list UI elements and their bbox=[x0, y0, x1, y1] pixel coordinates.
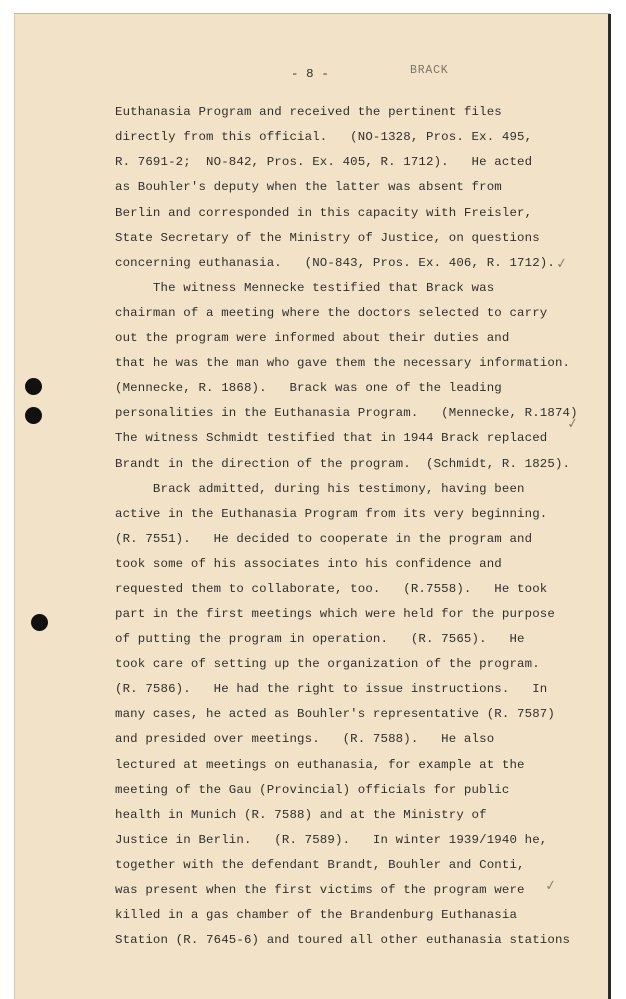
text-line: meeting of the Gau (Provincial) officials for public bbox=[115, 783, 510, 797]
text-line: as Bouhler's deputy when the latter was absent from bbox=[115, 180, 502, 194]
text-line: that he was the man who gave them the necessary information. bbox=[115, 356, 571, 370]
checkmark-icon: ✓ bbox=[543, 877, 558, 895]
text-line: concerning euthanasia. (NO-843, Pros. Ex. 406, R. 1712). bbox=[115, 256, 555, 270]
text-line: of putting the program in operation. (R. 7565). He bbox=[115, 632, 525, 646]
page-right-edge bbox=[608, 14, 611, 999]
checkmark-icon: ✓ bbox=[554, 255, 569, 273]
text-line: together with the defendant Brandt, Bouhler and Conti, bbox=[115, 858, 525, 872]
text-line: active in the Euthanasia Program from its very beginning. bbox=[115, 507, 548, 521]
defendant-header: BRACK bbox=[410, 64, 449, 77]
text-line: State Secretary of the Ministry of Justice, on questions bbox=[115, 231, 540, 245]
text-line: took some of his associates into his confidence and bbox=[115, 557, 502, 571]
text-line: (R. 7586). He had the right to issue instructions. In bbox=[115, 682, 548, 696]
text-line: many cases, he acted as Bouhler's representative (R. 7587) bbox=[115, 707, 555, 721]
punch-hole-icon bbox=[25, 378, 42, 395]
text-line: was present when the first victims of the program were bbox=[115, 883, 525, 897]
page-number: - 8 - bbox=[291, 67, 329, 81]
text-line: Brandt in the direction of the program. (Schmidt, R. 1825). bbox=[115, 457, 571, 471]
punch-hole-icon bbox=[31, 614, 48, 631]
text-line: chairman of a meeting where the doctors selected to carry bbox=[115, 306, 548, 320]
text-line: Brack admitted, during his testimony, having been bbox=[115, 482, 525, 496]
punch-hole-icon bbox=[25, 407, 42, 424]
checkmark-icon: ✓ bbox=[565, 415, 580, 433]
text-line: health in Munich (R. 7588) and at the Ministry of bbox=[115, 808, 487, 822]
text-line: Berlin and corresponded in this capacity with Freisler, bbox=[115, 206, 533, 220]
text-line: personalities in the Euthanasia Program. (Mennecke, R.1874) bbox=[115, 406, 578, 420]
page-top-edge bbox=[14, 13, 610, 14]
text-line: The witness Mennecke testified that Brack was bbox=[115, 281, 495, 295]
text-line: R. 7691-2; NO-842, Pros. Ex. 405, R. 1712). He acted bbox=[115, 155, 533, 169]
text-line: (R. 7551). He decided to cooperate in the program and bbox=[115, 532, 533, 546]
text-line: part in the first meetings which were held for the purpose bbox=[115, 607, 555, 621]
text-line: (Mennecke, R. 1868). Brack was one of the leading bbox=[115, 381, 502, 395]
text-line: Euthanasia Program and received the pertinent files bbox=[115, 105, 502, 119]
text-line: requested them to collaborate, too. (R.7558). He took bbox=[115, 582, 548, 596]
text-line: killed in a gas chamber of the Brandenburg Euthanasia bbox=[115, 908, 518, 922]
text-line: The witness Schmidt testified that in 1944 Brack replaced bbox=[115, 431, 548, 445]
text-line: out the program were informed about their duties and bbox=[115, 331, 510, 345]
text-line: Station (R. 7645-6) and toured all other euthanasia stations bbox=[115, 933, 571, 947]
text-line: lectured at meetings on euthanasia, for example at the bbox=[115, 758, 525, 772]
text-line: directly from this official. (NO-1328, Pros. Ex. 495, bbox=[115, 130, 533, 144]
text-line: took care of setting up the organization of the program. bbox=[115, 657, 540, 671]
text-line: Justice in Berlin. (R. 7589). In winter 1939/1940 he, bbox=[115, 833, 548, 847]
text-line: and presided over meetings. (R. 7588). He also bbox=[115, 732, 495, 746]
